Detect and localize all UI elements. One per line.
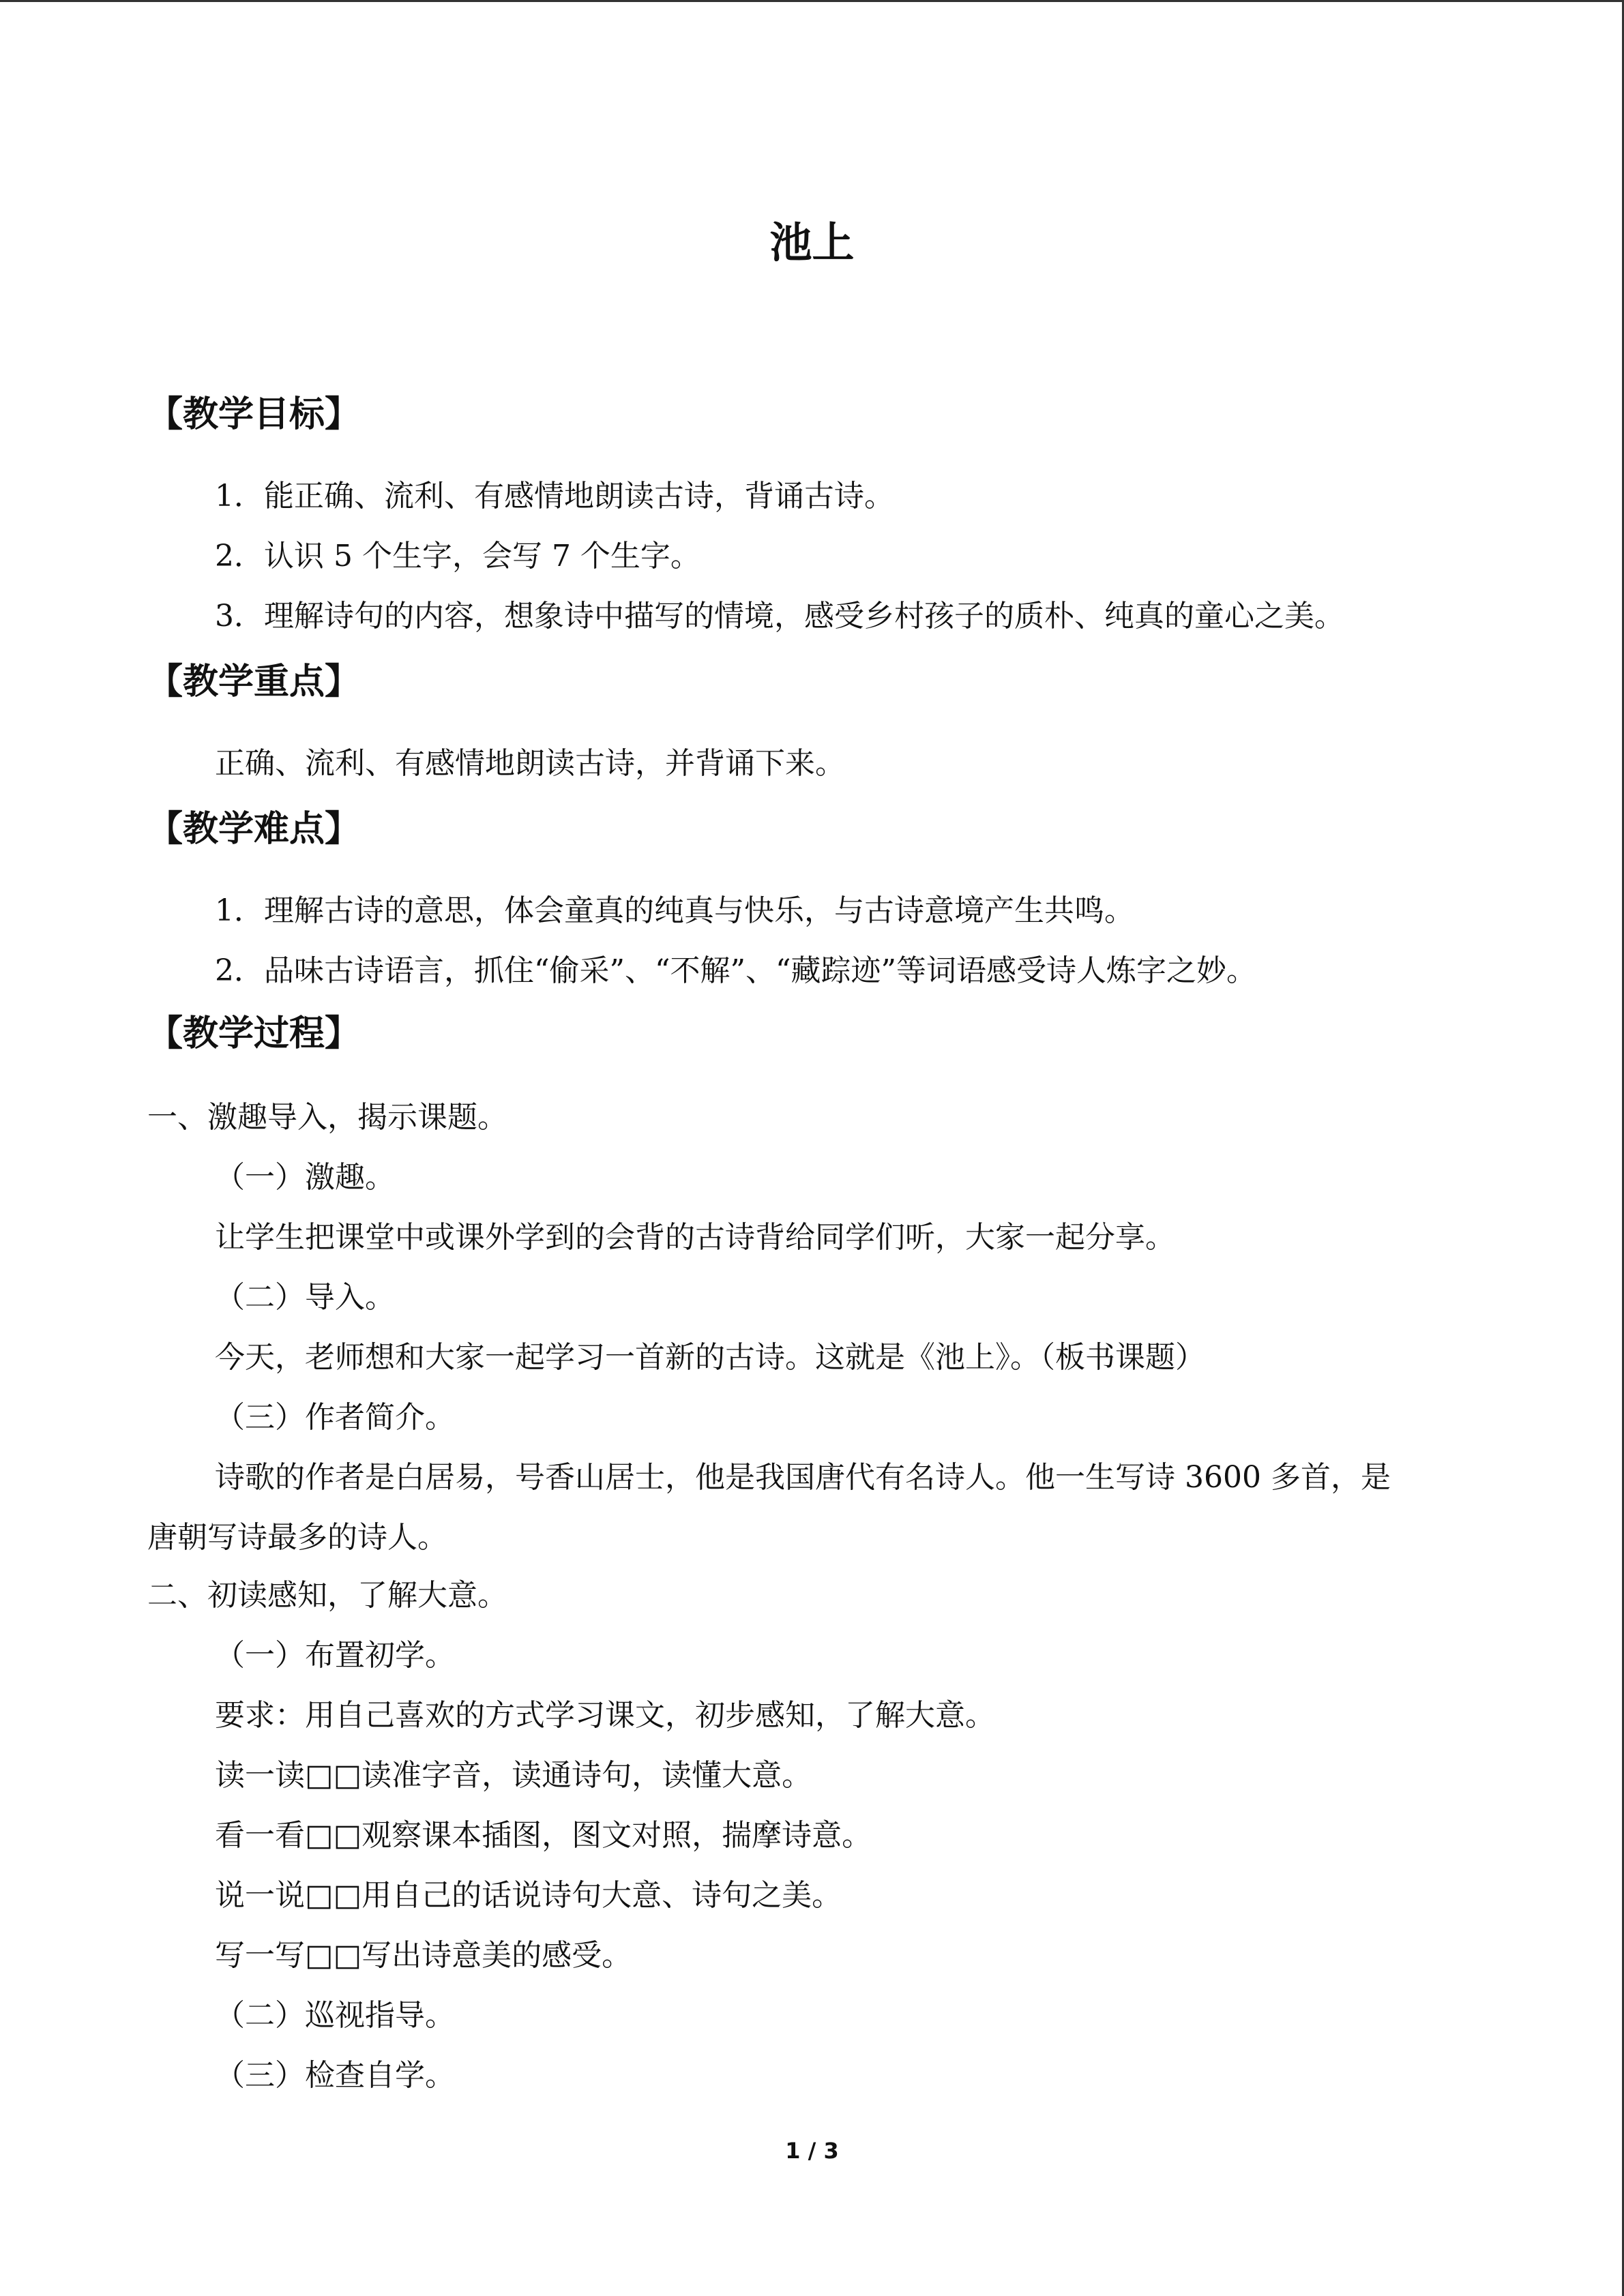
process-line: （二）导入。	[215, 1280, 395, 1315]
objective-item-3: 3．理解诗句的内容，想象诗中描写的情境，感受乡村孩子的质朴、纯真的童心之美。	[215, 599, 1344, 633]
process-line: （三）作者简介。	[215, 1400, 455, 1435]
process-line: 要求：用自己喜欢的方式学习课文，初步感知，了解大意。	[215, 1698, 995, 1733]
process-line: （一）激趣。	[215, 1160, 395, 1195]
heading-objectives: 【教学目标】	[147, 394, 361, 435]
process-line: 二、初读感知，了解大意。	[147, 1578, 507, 1613]
process-line: 今天，老师想和大家一起学习一首新的古诗。这就是《池上》。（板书课题）	[215, 1340, 1205, 1375]
process-line: 说一说□□用自己的话说诗句大意、诗句之美。	[215, 1878, 842, 1913]
heading-key-points: 【教学重点】	[147, 661, 361, 702]
page-title: 池上	[769, 218, 855, 267]
key-point-item-1: 正确、流利、有感情地朗读古诗，并背诵下来。	[215, 746, 845, 781]
process-line: 写一写□□写出诗意美的感受。	[215, 1938, 632, 1973]
process-line: （二）巡视指导。	[215, 1998, 455, 2033]
objective-item-2: 2．认识 5 个生字，会写 7 个生字。	[215, 539, 700, 573]
process-line: （一）布置初学。	[215, 1638, 455, 1673]
process-line: 一、激趣导入，揭示课题。	[147, 1100, 507, 1135]
difficulty-item-1: 1．理解古诗的意思，体会童真的纯真与快乐，与古诗意境产生共鸣。	[215, 893, 1134, 928]
process-line: 让学生把课堂中或课外学到的会背的古诗背给同学们听，大家一起分享。	[215, 1220, 1175, 1255]
process-line: （三）检查自学。	[215, 2058, 455, 2093]
process-line: 诗歌的作者是白居易，号香山居士，他是我国唐代有名诗人。他一生写诗 3600 多首，是	[215, 1460, 1391, 1495]
process-line: 读一读□□读准字音，读通诗句，读懂大意。	[215, 1758, 812, 1793]
heading-difficulties: 【教学难点】	[147, 809, 361, 850]
process-line: 看一看□□观察课本插图，图文对照，揣摩诗意。	[215, 1818, 872, 1853]
process-line: 唐朝写诗最多的诗人。	[147, 1520, 447, 1555]
difficulty-item-2: 2．品味古诗语言，抓住“偷采”、“不解”、“藏踪迹”等词语感受诗人炼字之妙。	[215, 953, 1256, 988]
page-indicator: 1 / 3	[785, 2138, 839, 2164]
heading-process: 【教学过程】	[147, 1013, 361, 1054]
objective-item-1: 1．能正确、流利、有感情地朗读古诗，背诵古诗。	[215, 479, 894, 513]
